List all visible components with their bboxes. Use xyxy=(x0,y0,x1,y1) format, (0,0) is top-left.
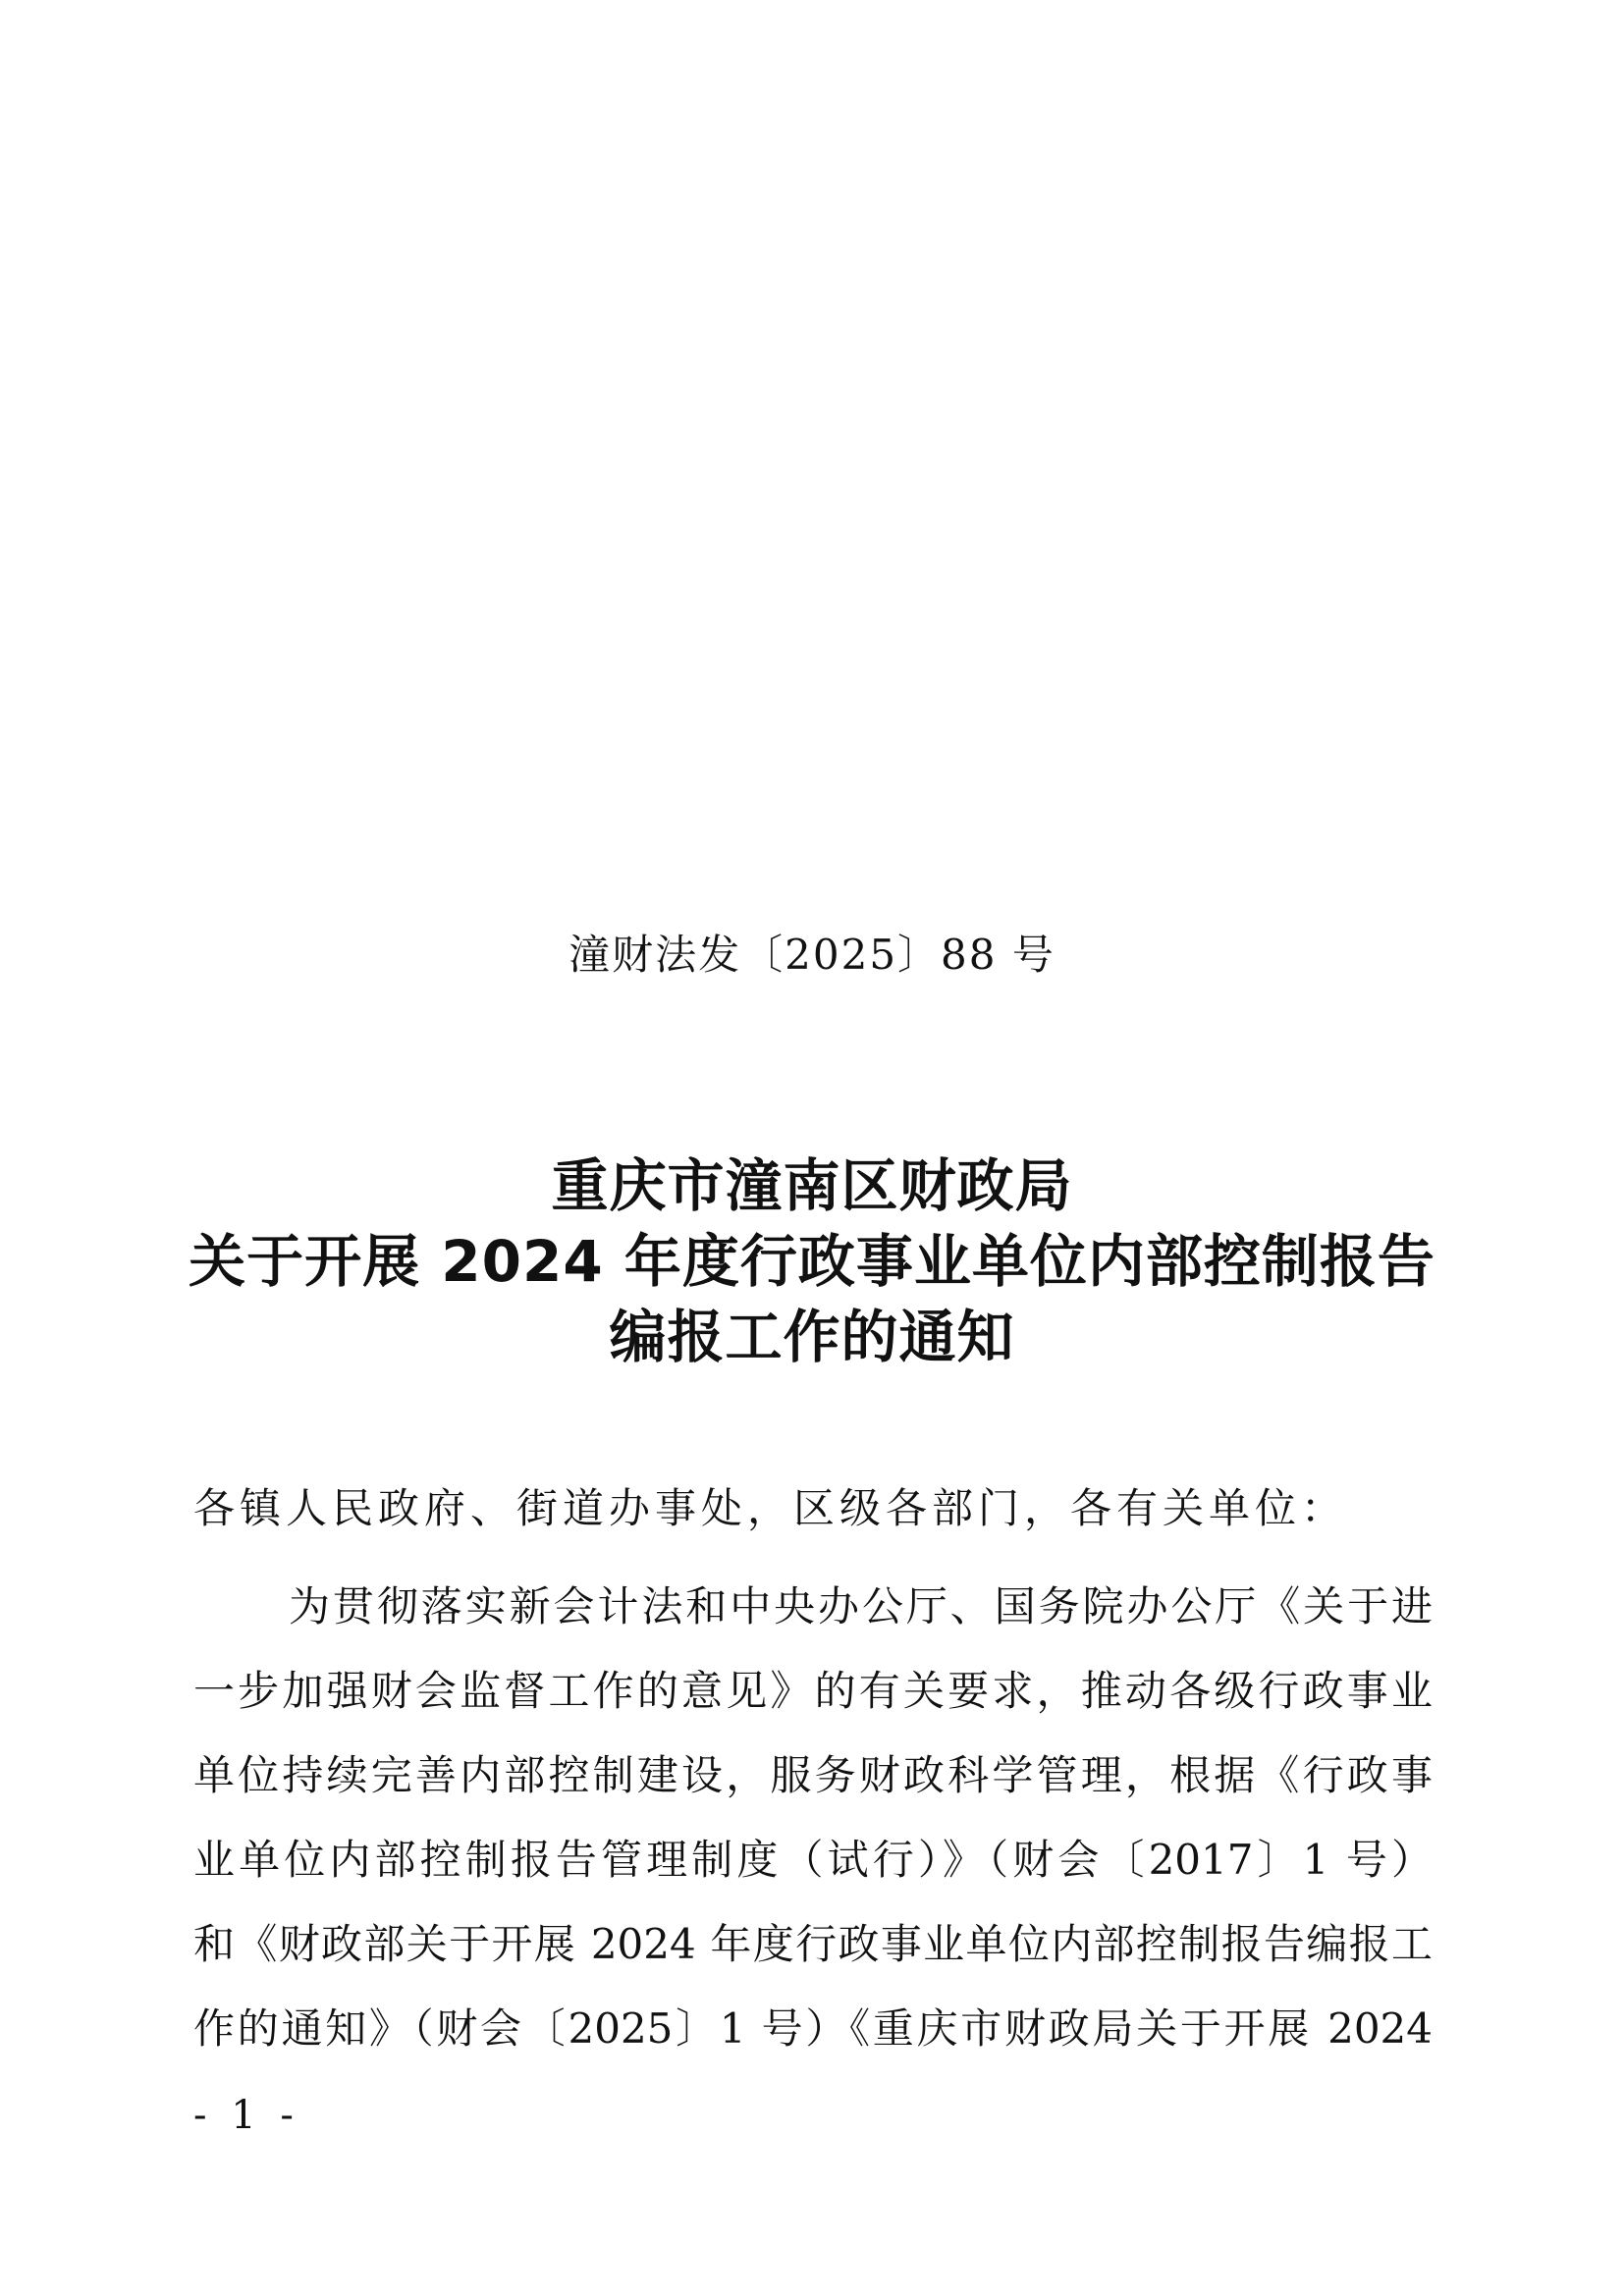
body-line: 和《财政部关于开展 2024 年度行政事业单位内部控制报告编报工 xyxy=(193,1920,1433,1968)
body-line: 为贯彻落实新会计法和中央办公厅、国务院办公厅《关于进 xyxy=(289,1582,1433,1630)
page-number: - 1 - xyxy=(193,2093,299,2138)
body-line: 单位持续完善内部控制建设，服务财政科学管理，根据《行政事 xyxy=(193,1751,1433,1799)
body-line: 业单位内部控制报告管理制度（试行）》（财会〔2017〕1 号） xyxy=(193,1836,1433,1884)
title-line-2: 关于开展 2024 年度行政事业单位内部控制报告 xyxy=(189,1228,1435,1295)
body-line: 作的通知》（财会〔2025〕1 号）《重庆市财政局关于开展 2024 xyxy=(193,2004,1433,2053)
document-number: 潼财法发〔2025〕88 号 xyxy=(568,931,1056,979)
title-line-1: 重庆市潼南区财政局 xyxy=(551,1152,1073,1219)
salutation: 各镇人民政府、街道办事处，区级各部门，各有关单位： xyxy=(193,1484,1348,1532)
title-line-3: 编报工作的通知 xyxy=(609,1304,1015,1370)
body-line: 一步加强财会监督工作的意见》的有关要求，推动各级行政事业 xyxy=(193,1667,1433,1715)
